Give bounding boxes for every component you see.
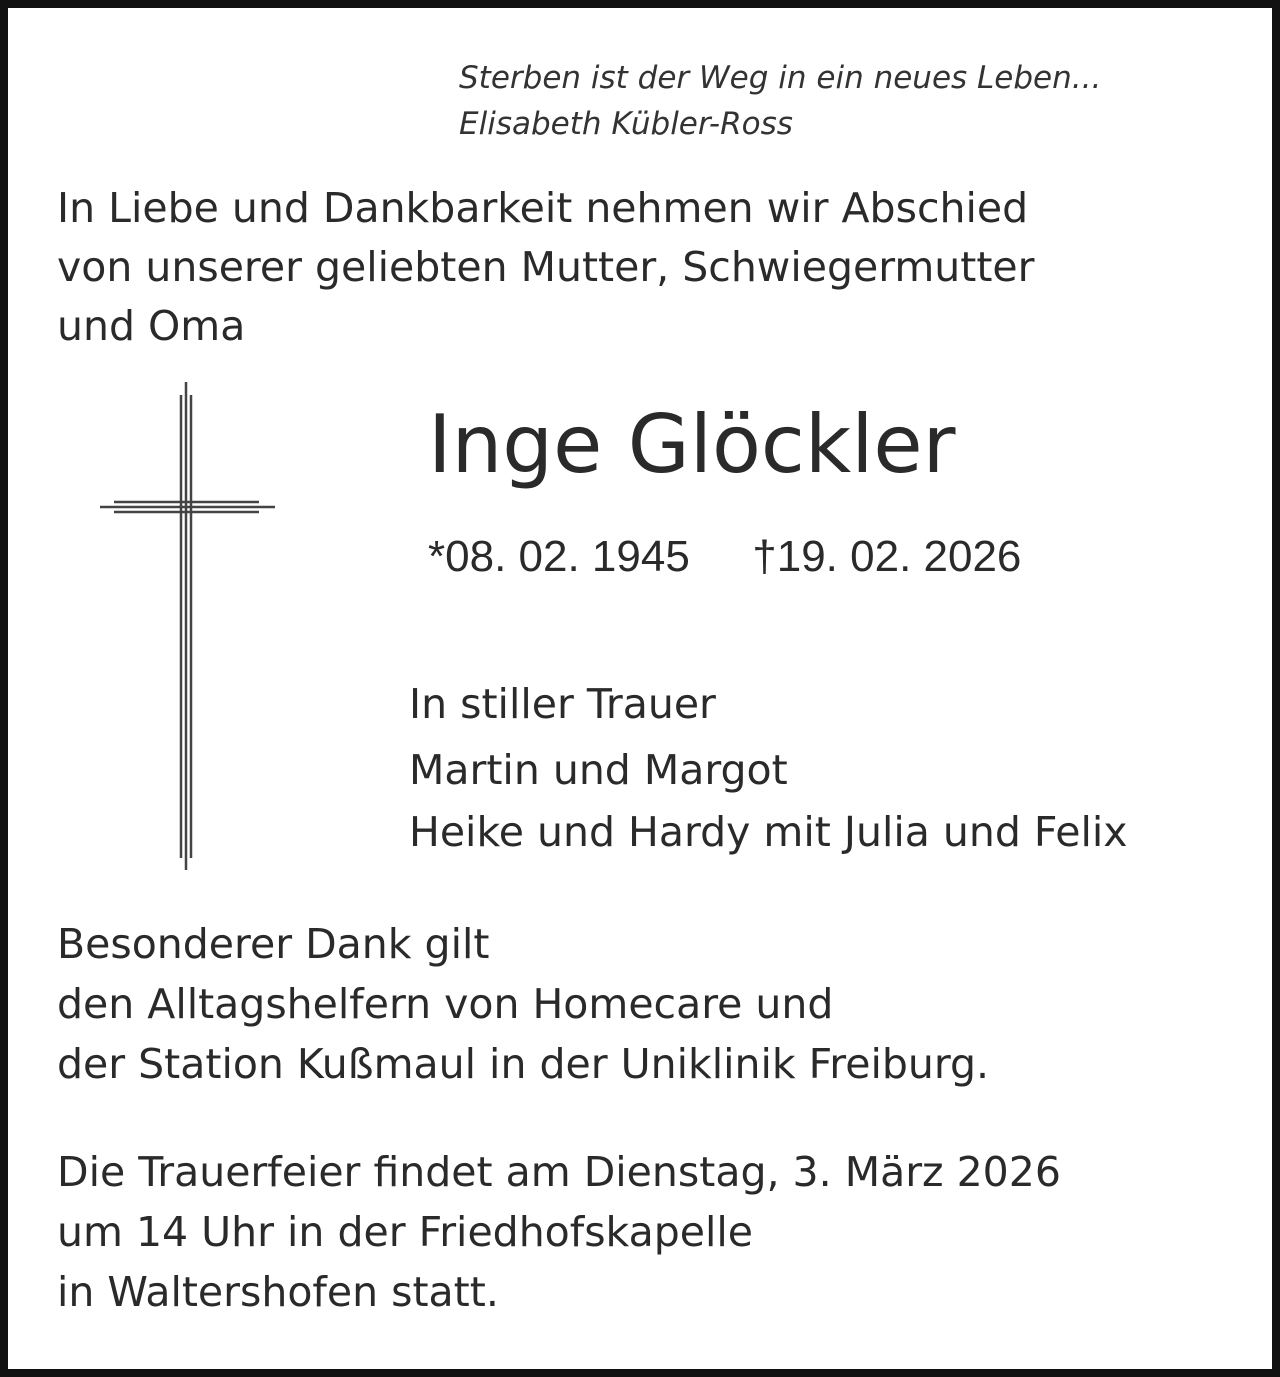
thanks-line: Besonderer Dank gilt [57,920,490,968]
birth-date: *08. 02. 1945 [428,532,690,581]
service-line: in Waltershofen statt. [57,1268,499,1316]
quote-author: Elisabeth Kübler-Ross [459,106,793,142]
service-line: um 14 Uhr in der Friedhofskapelle [57,1208,753,1256]
cross-icon [0,0,300,900]
thanks-line: der Station Kußmaul in der Uniklinik Freiburg. [57,1040,990,1088]
service-line: Die Trauerfeier findet am Dienstag, 3. März 2026 [57,1148,1061,1196]
intro-line: und Oma [57,302,246,350]
mourner-line: Heike und Hardy mit Julia und Felix [409,808,1128,856]
death-date: †19. 02. 2026 [752,532,1022,581]
intro-line: von unserer geliebten Mutter, Schwiegermutter [57,243,1035,291]
quote-text: Sterben ist der Weg in ein neues Leben... [459,60,1102,96]
thanks-line: den Alltagshelfern von Homecare und [57,980,834,1028]
intro-line: In Liebe und Dankbarkeit nehmen wir Abschied [57,184,1029,232]
mourners-heading: In stiller Trauer [409,680,716,728]
life-dates [428,532,1021,582]
deceased-name: Inge Glöckler [428,398,956,491]
mourner-line: Martin und Margot [409,746,788,794]
